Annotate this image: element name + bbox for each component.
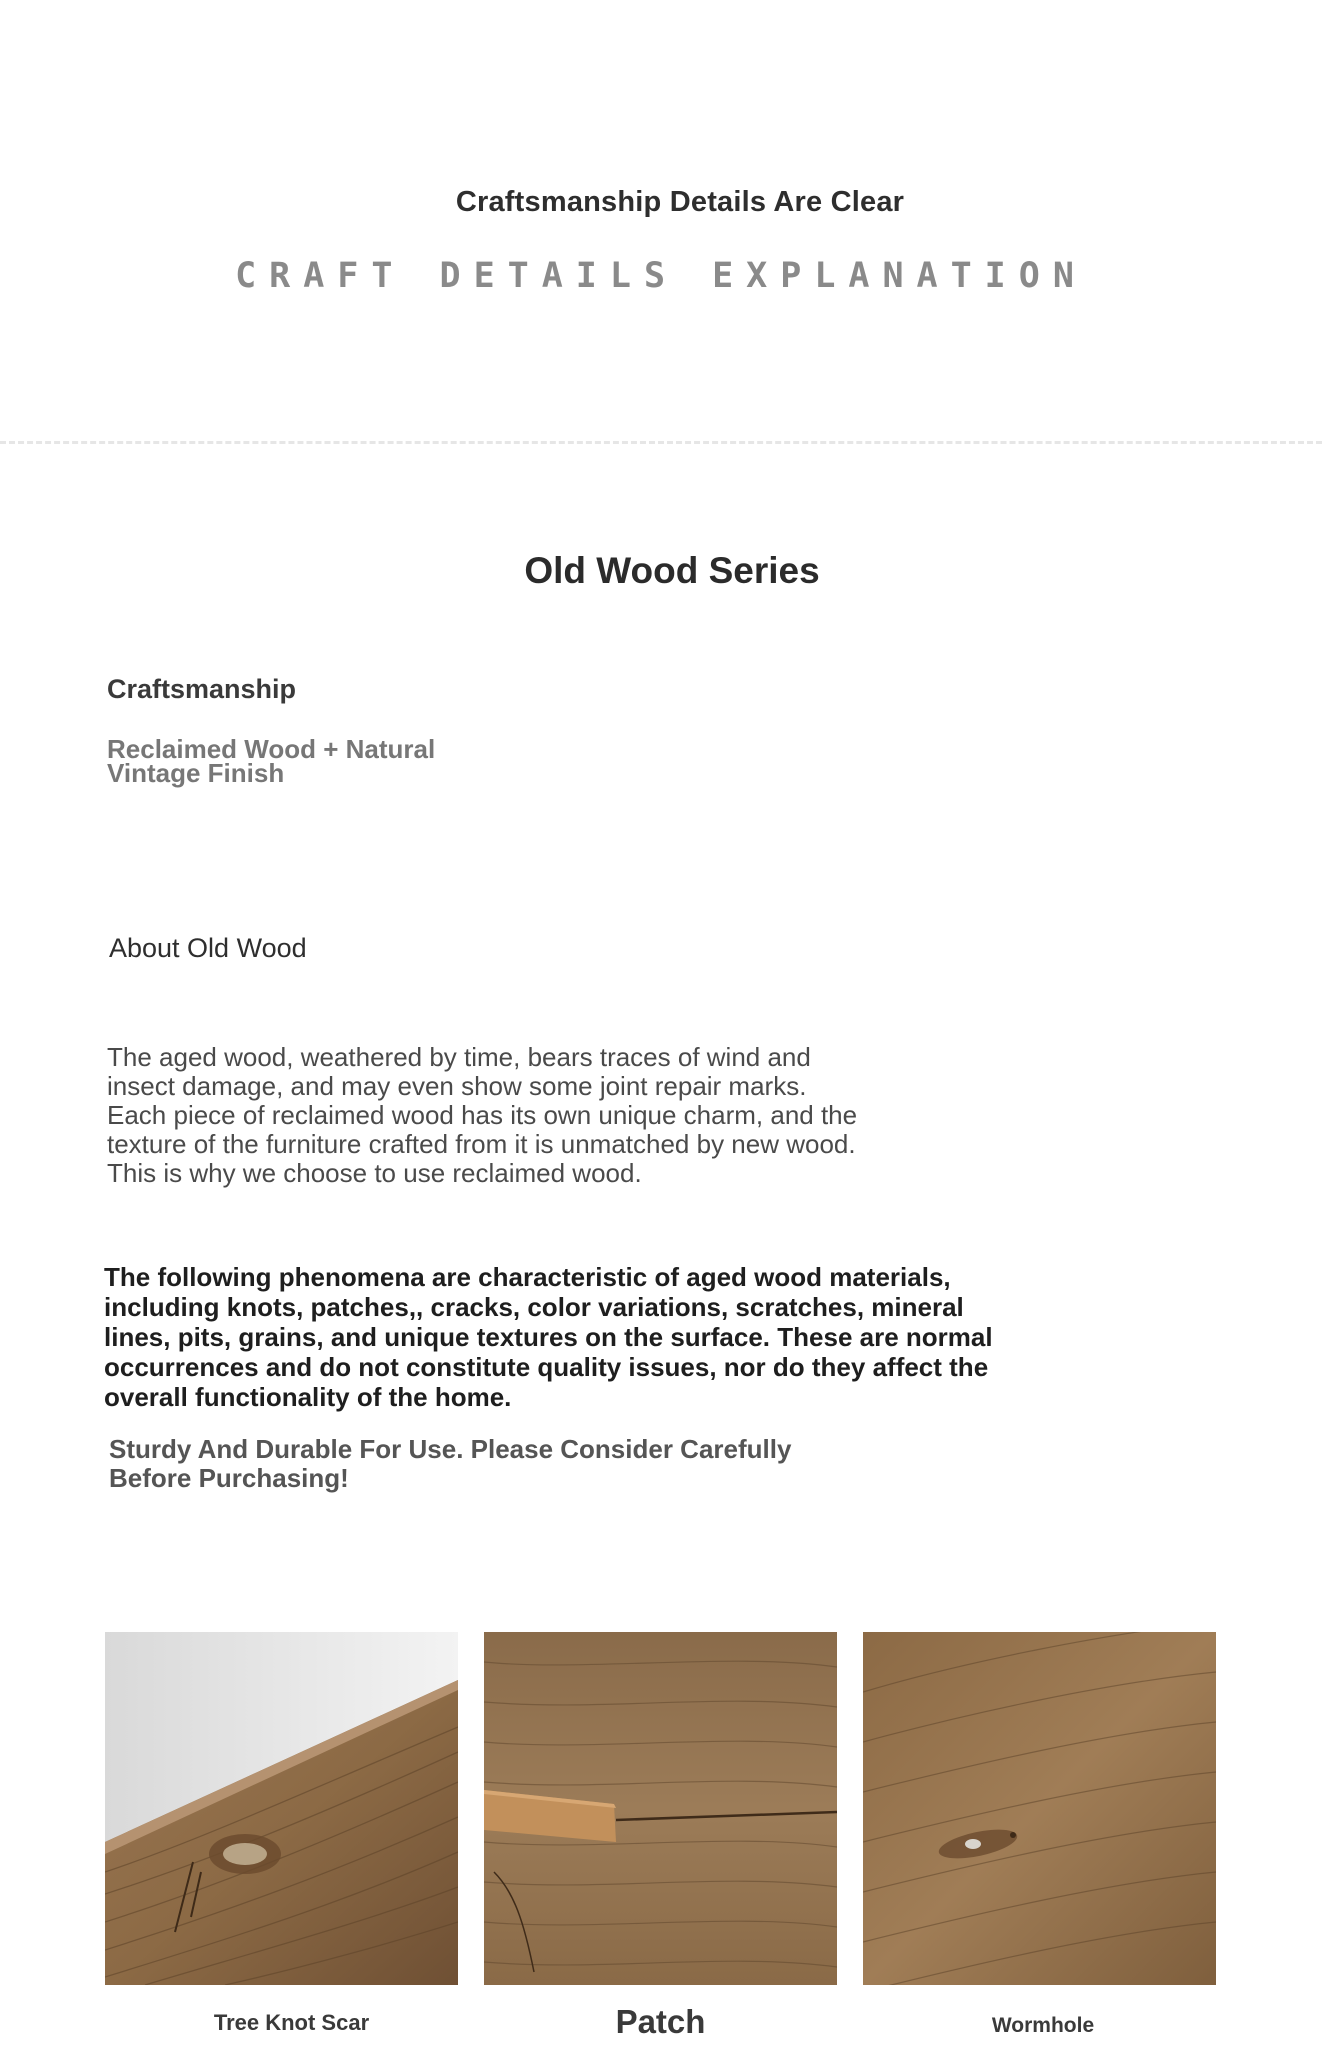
dashed-divider [0,441,1322,444]
craftsmanship-value: Reclaimed Wood + Natural Vintage Finish [107,734,436,788]
header-subtitle: CRAFT DETAILS EXPLANATION [235,256,1087,296]
wood-knot-photo [105,1632,458,1985]
header-title: Craftsmanship Details Are Clear [455,186,905,218]
about-text: The aged wood, weathered by time, bears traces of wind and insect damage, and may even show some joint repair marks. Each piece of reclaimed wood has its own unique charm, and the texture of the furniture crafted from it is unmatched by new wood. This is why we choose to use reclaimed wood. [107,1042,858,1188]
caption-tree-knot-scar: Tree Knot Scar [213,2010,370,2035]
craftsmanship-label: Craftsmanship [107,674,297,704]
series-title: Old Wood Series [524,550,820,591]
caption-patch: Patch [615,2003,706,2040]
notice-text: Sturdy And Durable For Use. Please Consider Carefully Before Purchasing! [109,1434,792,1493]
phenomena-text: The following phenomena are characteristic of aged wood materials, including knots, patches,, cracks, color variations, scratches, mineral lines, pits, grains, and unique textures on the surface. These are normal occurrences and do not constitute quality issues, nor do they affect the overall functionality of the home. [104,1262,993,1412]
caption-wormhole: Wormhole [991,2014,1095,2037]
wood-patch-photo [484,1632,837,1985]
wood-wormhole-photo [863,1632,1216,1985]
about-title: About Old Wood [109,933,307,963]
